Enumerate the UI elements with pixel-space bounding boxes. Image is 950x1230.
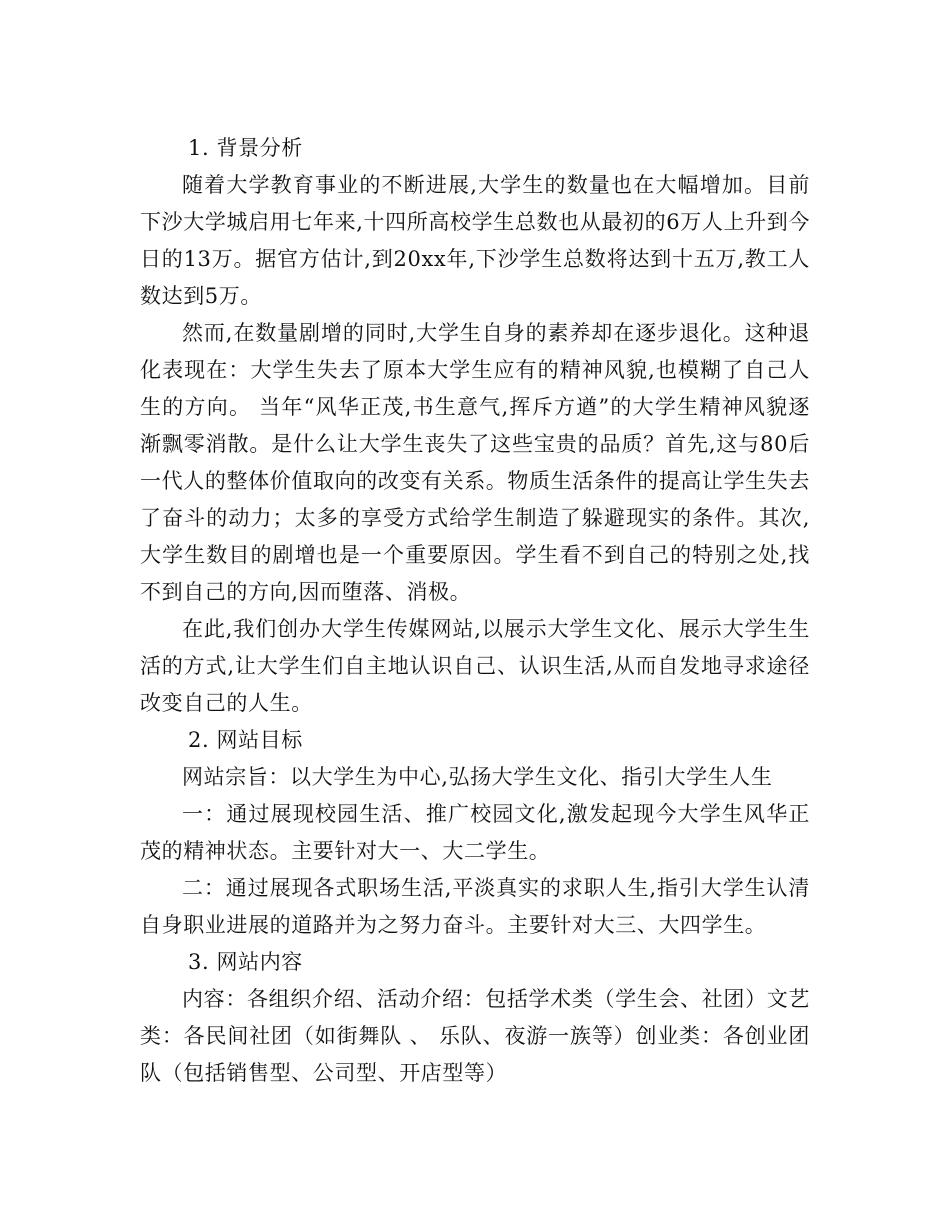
paragraph-growth: 随着大学教育事业的不断进展,大学生的数量也在大幅增加。目前下沙大学城启用七年来,十四所高校学生总数也从最初的6万人上升到今日的13万。据官方估计,到20xx年,下沙学生总数将达到十五万,教工人数达到5万。 [140, 173, 810, 308]
paragraph-goal-two: 二：通过展现各式职场生活,平淡真实的求职人生,指引大学生认清自身职业进展的道路并为之努力奋斗。主要针对大三、大四学生。 [140, 876, 810, 937]
document-body [140, 130, 810, 1092]
paragraph-decline: 然而,在数量剧增的同时,大学生自身的素养却在逐步退化。这种退化表现在：大学生失去了原本大学生应有的精神风貌,也模糊了自己人生的方向。 当年“风华正茂,书生意气,挥斥方遒”的大学生精神风貌逐渐飘零消散。是什么让大学生丧失了这些宝贵的品质？首先,这与80后一代人的整体价值取向的改变有关系。物质生活条件的提高让学生失去了奋斗的动力；太多的享受方式给学生制造了躲避现实的条件。其次,大学生数目的剧增也是一个重要原因。学生看不到自己的特别之处,找不到自己的方向,因而堕落、消极。 [140, 321, 810, 604]
section-heading-goals: 2. 网站目标 [188, 728, 303, 752]
paragraph-goal-one: 一：通过展现校园生活、推广校园文化,激发起现今大学生风华正茂的精神状态。主要针对大一、大二学生。 [140, 802, 810, 863]
paragraph-content: 内容：各组织介绍、活动介绍：包括学术类（学生会、社团）文艺类：各民间社团（如街舞队 、 乐队、夜游一族等）创业类：各创业团队（包括销售型、公司型、开店型等） [140, 987, 810, 1085]
paragraph-purpose: 在此,我们创办大学生传媒网站,以展示大学生文化、展示大学生生活的方式,让大学生们自主地认识自己、认识生活,从而自发地寻求途径改变自己的人生。 [140, 617, 810, 715]
paragraph-mission: 网站宗旨：以大学生为中心,弘扬大学生文化、指引大学生人生 [182, 765, 773, 789]
section-heading-background: 1. 背景分析 [188, 136, 303, 160]
section-heading-content: 3. 网站内容 [188, 950, 303, 974]
